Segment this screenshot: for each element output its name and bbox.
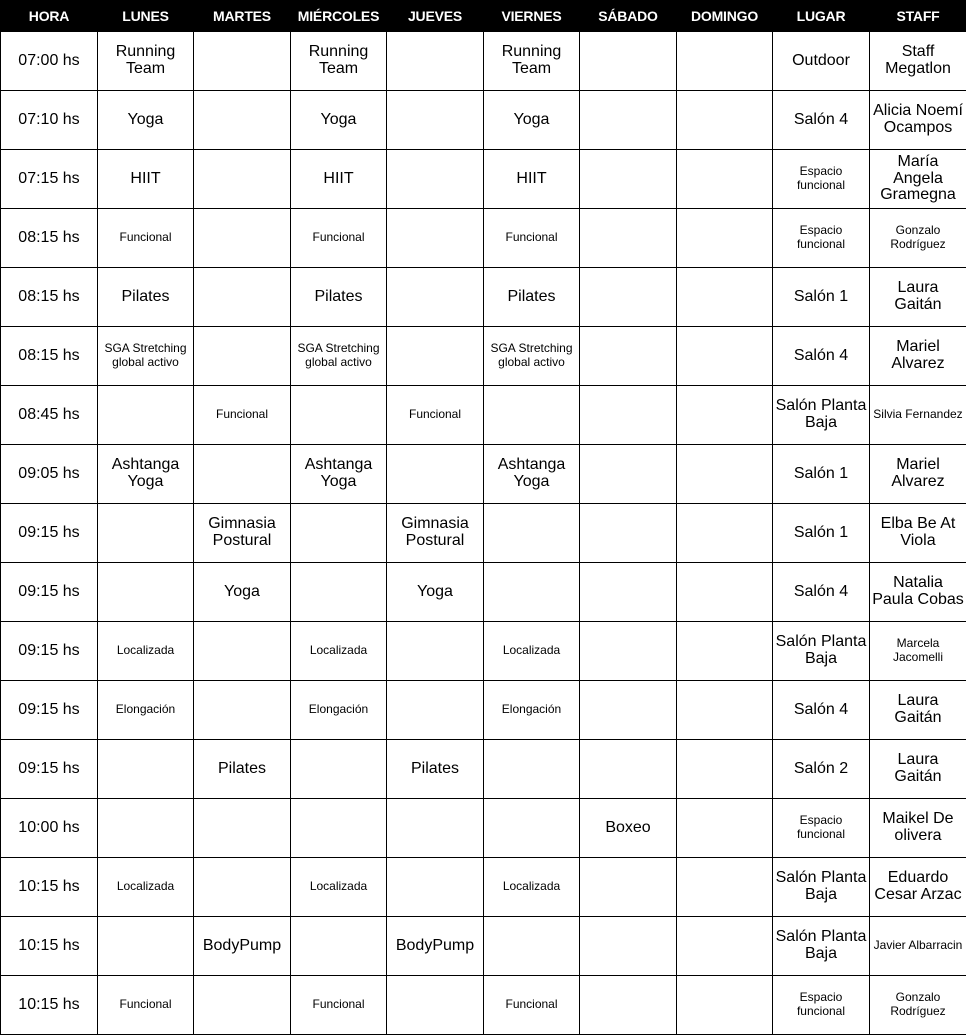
cell-jueves — [387, 976, 484, 1035]
cell-miercoles — [291, 799, 387, 858]
cell-lugar: Salón 1 — [773, 445, 870, 504]
cell-hora: 09:15 hs — [1, 504, 98, 563]
cell-domingo — [677, 740, 773, 799]
column-header-domingo: DOMINGO — [677, 1, 773, 32]
cell-lunes: Yoga — [98, 91, 194, 150]
cell-martes: Funcional — [194, 386, 291, 445]
table-row — [1, 32, 966, 91]
cell-domingo — [677, 32, 773, 91]
cell-viernes: Funcional — [484, 209, 580, 268]
column-header-martes: MARTES — [194, 1, 291, 32]
cell-staff: Laura Gaitán — [870, 681, 966, 740]
cell-hora: 08:15 hs — [1, 209, 98, 268]
cell-staff: Marcela Jacomelli — [870, 622, 966, 681]
cell-jueves — [387, 91, 484, 150]
cell-lunes: Funcional — [98, 976, 194, 1035]
cell-hora: 09:15 hs — [1, 740, 98, 799]
column-header-hora: HORA — [1, 1, 98, 32]
cell-martes: Yoga — [194, 563, 291, 622]
schedule-body — [1, 32, 966, 1035]
cell-martes — [194, 858, 291, 917]
table-row — [1, 917, 966, 976]
cell-hora: 08:45 hs — [1, 386, 98, 445]
cell-lunes — [98, 917, 194, 976]
cell-sabado — [580, 622, 677, 681]
cell-viernes: Localizada — [484, 622, 580, 681]
cell-jueves — [387, 327, 484, 386]
cell-viernes — [484, 917, 580, 976]
cell-viernes: Pilates — [484, 268, 580, 327]
cell-miercoles — [291, 563, 387, 622]
cell-jueves — [387, 445, 484, 504]
cell-miercoles: Ashtanga Yoga — [291, 445, 387, 504]
cell-domingo — [677, 799, 773, 858]
cell-martes — [194, 622, 291, 681]
cell-lunes — [98, 504, 194, 563]
cell-hora: 09:05 hs — [1, 445, 98, 504]
cell-miercoles: Funcional — [291, 209, 387, 268]
cell-domingo — [677, 386, 773, 445]
cell-staff: Elba Be At Viola — [870, 504, 966, 563]
cell-lugar: Salón 4 — [773, 681, 870, 740]
cell-domingo — [677, 917, 773, 976]
cell-staff: Alicia Noemí Ocampos — [870, 91, 966, 150]
column-header-sabado: SÁBADO — [580, 1, 677, 32]
cell-miercoles: SGA Stretching global activo — [291, 327, 387, 386]
column-header-staff: STAFF — [870, 1, 966, 32]
cell-hora: 07:10 hs — [1, 91, 98, 150]
cell-sabado — [580, 563, 677, 622]
table-row — [1, 445, 966, 504]
column-header-miercoles: MIÉRCOLES — [291, 1, 387, 32]
cell-sabado — [580, 150, 677, 209]
cell-miercoles: Localizada — [291, 858, 387, 917]
table-row — [1, 622, 966, 681]
cell-sabado — [580, 386, 677, 445]
cell-lunes: HIIT — [98, 150, 194, 209]
column-header-viernes: VIERNES — [484, 1, 580, 32]
cell-domingo — [677, 504, 773, 563]
cell-martes — [194, 681, 291, 740]
cell-staff: Gonzalo Rodríguez — [870, 209, 966, 268]
cell-viernes: Localizada — [484, 858, 580, 917]
cell-hora: 09:15 hs — [1, 622, 98, 681]
cell-sabado — [580, 268, 677, 327]
cell-staff: Silvia Fernandez — [870, 386, 966, 445]
cell-jueves — [387, 858, 484, 917]
table-row — [1, 858, 966, 917]
cell-domingo — [677, 209, 773, 268]
cell-jueves — [387, 32, 484, 91]
cell-martes — [194, 32, 291, 91]
cell-lunes: SGA Stretching global activo — [98, 327, 194, 386]
schedule-header — [1, 1, 966, 32]
table-row — [1, 740, 966, 799]
cell-staff: Eduardo Cesar Arzac — [870, 858, 966, 917]
cell-staff: Staff Megatlon — [870, 32, 966, 91]
cell-lunes: Localizada — [98, 858, 194, 917]
cell-lunes: Pilates — [98, 268, 194, 327]
cell-jueves — [387, 681, 484, 740]
cell-sabado — [580, 917, 677, 976]
cell-viernes — [484, 799, 580, 858]
cell-staff: María Angela Gramegna — [870, 150, 966, 209]
cell-domingo — [677, 327, 773, 386]
table-row — [1, 91, 966, 150]
cell-domingo — [677, 91, 773, 150]
cell-lugar: Salón 1 — [773, 268, 870, 327]
cell-martes: BodyPump — [194, 917, 291, 976]
cell-miercoles: Localizada — [291, 622, 387, 681]
cell-jueves: Gimnasia Postural — [387, 504, 484, 563]
cell-staff: Mariel Alvarez — [870, 327, 966, 386]
cell-lugar: Salón 4 — [773, 327, 870, 386]
cell-viernes: Yoga — [484, 91, 580, 150]
cell-lugar: Salón Planta Baja — [773, 622, 870, 681]
cell-lunes: Elongación — [98, 681, 194, 740]
table-row — [1, 327, 966, 386]
cell-domingo — [677, 858, 773, 917]
cell-jueves: Funcional — [387, 386, 484, 445]
cell-viernes — [484, 740, 580, 799]
column-header-lugar: LUGAR — [773, 1, 870, 32]
cell-lugar: Espacio funcional — [773, 150, 870, 209]
cell-martes: Pilates — [194, 740, 291, 799]
cell-lugar: Salón Planta Baja — [773, 386, 870, 445]
cell-sabado — [580, 504, 677, 563]
cell-lugar: Salón 1 — [773, 504, 870, 563]
table-row — [1, 799, 966, 858]
cell-sabado — [580, 858, 677, 917]
cell-lugar: Espacio funcional — [773, 976, 870, 1035]
header-row — [1, 1, 966, 32]
cell-martes — [194, 445, 291, 504]
table-row — [1, 150, 966, 209]
cell-viernes: Running Team — [484, 32, 580, 91]
cell-lugar: Espacio funcional — [773, 209, 870, 268]
cell-lugar: Outdoor — [773, 32, 870, 91]
cell-lugar: Salón 2 — [773, 740, 870, 799]
cell-martes — [194, 209, 291, 268]
cell-martes — [194, 799, 291, 858]
table-row — [1, 681, 966, 740]
cell-hora: 09:15 hs — [1, 563, 98, 622]
cell-hora: 07:00 hs — [1, 32, 98, 91]
cell-domingo — [677, 622, 773, 681]
cell-jueves — [387, 150, 484, 209]
cell-martes — [194, 327, 291, 386]
cell-lunes: Localizada — [98, 622, 194, 681]
cell-lugar: Salón 4 — [773, 563, 870, 622]
cell-hora: 10:15 hs — [1, 858, 98, 917]
cell-martes — [194, 91, 291, 150]
cell-hora: 08:15 hs — [1, 327, 98, 386]
cell-viernes — [484, 563, 580, 622]
cell-jueves — [387, 799, 484, 858]
cell-lunes — [98, 799, 194, 858]
cell-domingo — [677, 976, 773, 1035]
cell-martes — [194, 150, 291, 209]
cell-domingo — [677, 563, 773, 622]
cell-hora: 10:00 hs — [1, 799, 98, 858]
cell-hora: 07:15 hs — [1, 150, 98, 209]
cell-hora: 10:15 hs — [1, 976, 98, 1035]
cell-sabado: Boxeo — [580, 799, 677, 858]
cell-domingo — [677, 445, 773, 504]
cell-jueves: BodyPump — [387, 917, 484, 976]
table-row — [1, 504, 966, 563]
table-row — [1, 563, 966, 622]
cell-miercoles: Funcional — [291, 976, 387, 1035]
cell-miercoles — [291, 504, 387, 563]
cell-staff: Mariel Alvarez — [870, 445, 966, 504]
cell-lugar: Salón Planta Baja — [773, 917, 870, 976]
column-header-jueves: JUEVES — [387, 1, 484, 32]
cell-hora: 08:15 hs — [1, 268, 98, 327]
cell-miercoles — [291, 386, 387, 445]
cell-miercoles: Pilates — [291, 268, 387, 327]
cell-viernes — [484, 504, 580, 563]
cell-staff: Laura Gaitán — [870, 268, 966, 327]
cell-lugar: Salón 4 — [773, 91, 870, 150]
cell-martes: Gimnasia Postural — [194, 504, 291, 563]
cell-lunes — [98, 563, 194, 622]
cell-martes — [194, 268, 291, 327]
cell-viernes: Funcional — [484, 976, 580, 1035]
cell-miercoles — [291, 740, 387, 799]
cell-lugar: Salón Planta Baja — [773, 858, 870, 917]
cell-jueves — [387, 209, 484, 268]
cell-jueves: Yoga — [387, 563, 484, 622]
cell-viernes: Elongación — [484, 681, 580, 740]
cell-domingo — [677, 268, 773, 327]
cell-miercoles — [291, 917, 387, 976]
cell-lugar: Espacio funcional — [773, 799, 870, 858]
cell-lunes: Running Team — [98, 32, 194, 91]
cell-viernes: Ashtanga Yoga — [484, 445, 580, 504]
cell-viernes — [484, 386, 580, 445]
cell-martes — [194, 976, 291, 1035]
cell-lunes: Ashtanga Yoga — [98, 445, 194, 504]
cell-lunes — [98, 386, 194, 445]
cell-staff: Natalia Paula Cobas — [870, 563, 966, 622]
table-row — [1, 386, 966, 445]
cell-miercoles: Yoga — [291, 91, 387, 150]
cell-jueves — [387, 622, 484, 681]
table-row — [1, 976, 966, 1035]
cell-sabado — [580, 32, 677, 91]
cell-lunes — [98, 740, 194, 799]
cell-domingo — [677, 681, 773, 740]
cell-sabado — [580, 740, 677, 799]
cell-sabado — [580, 976, 677, 1035]
cell-viernes: HIIT — [484, 150, 580, 209]
cell-sabado — [580, 445, 677, 504]
table-row — [1, 268, 966, 327]
cell-jueves: Pilates — [387, 740, 484, 799]
cell-domingo — [677, 150, 773, 209]
cell-hora: 10:15 hs — [1, 917, 98, 976]
cell-miercoles: HIIT — [291, 150, 387, 209]
column-header-lunes: LUNES — [98, 1, 194, 32]
cell-miercoles: Elongación — [291, 681, 387, 740]
table-row — [1, 209, 966, 268]
cell-staff: Laura Gaitán — [870, 740, 966, 799]
cell-sabado — [580, 327, 677, 386]
cell-jueves — [387, 268, 484, 327]
cell-lunes: Funcional — [98, 209, 194, 268]
cell-viernes: SGA Stretching global activo — [484, 327, 580, 386]
cell-sabado — [580, 209, 677, 268]
cell-staff: Gonzalo Rodríguez — [870, 976, 966, 1035]
cell-staff: Javier Albarracin — [870, 917, 966, 976]
cell-sabado — [580, 681, 677, 740]
cell-sabado — [580, 91, 677, 150]
cell-staff: Maikel De olivera — [870, 799, 966, 858]
cell-hora: 09:15 hs — [1, 681, 98, 740]
cell-miercoles: Running Team — [291, 32, 387, 91]
